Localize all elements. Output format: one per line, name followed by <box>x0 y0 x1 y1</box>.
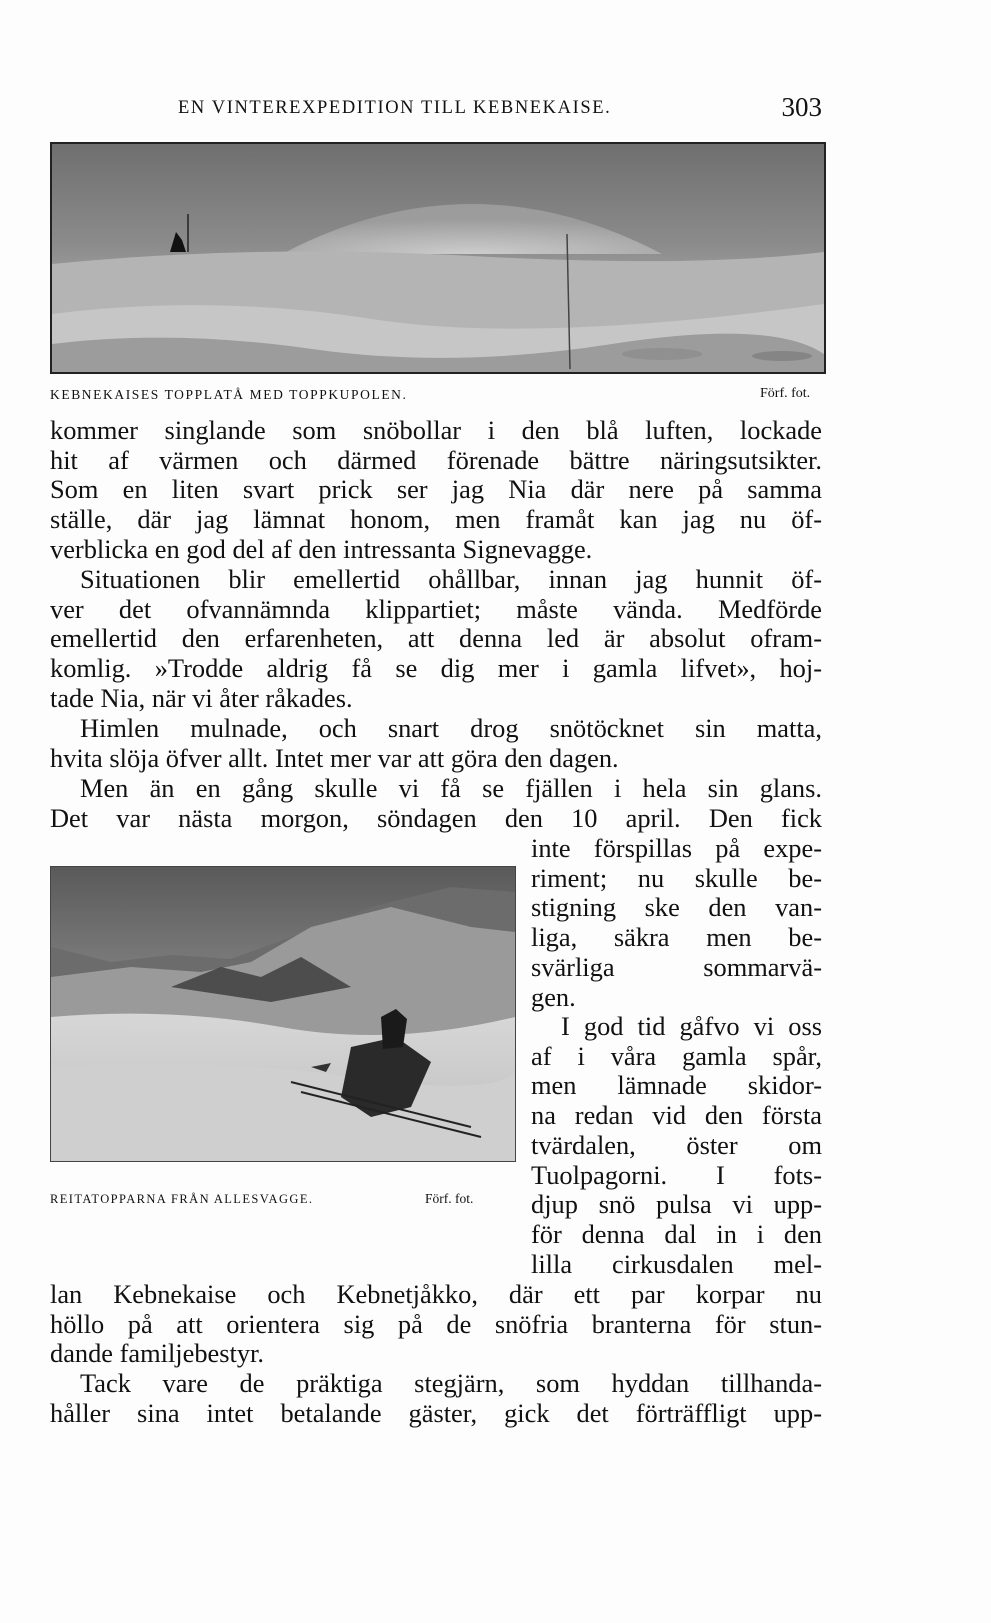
photo-reitatopparna <box>50 866 516 1162</box>
text-line: höllo på att orientera sig på de snöfria branterna för stun- <box>50 1308 822 1339</box>
text-line: tvärdalen, öster om <box>531 1129 822 1160</box>
text-line: Som en liten svart prick ser jag Nia där nere på samma <box>50 474 822 505</box>
paragraph <box>50 714 822 773</box>
running-title: EN VINTEREXPEDITION TILL KEBNEKAISE. <box>178 98 612 118</box>
text-line: verblicka en god del af den intressanta Signevagge. <box>50 533 593 564</box>
text-line: håller sina intet betalande gäster, gick det förträffligt upp- <box>50 1397 822 1428</box>
page-header <box>52 92 822 132</box>
figure-caption: REITATOPPARNA FRÅN ALLESVAGGE. <box>50 1192 314 1206</box>
text-line: Men än en gång skulle vi få se fjällen i hela sin glans. <box>80 773 822 803</box>
text-line: I god tid gåfvo vi oss <box>561 1011 822 1041</box>
text-line: tade Nia, när vi åter råkades. <box>50 682 353 713</box>
text-line: Det var nästa morgon, söndagen den 10 april. Den fick <box>50 802 822 833</box>
text-line: men lämnade skidor- <box>531 1070 822 1101</box>
text-line: dande familjebestyr. <box>50 1338 264 1369</box>
paragraph <box>50 565 822 714</box>
text-line: gen. <box>531 981 576 1012</box>
text-line: djup snö pulsa vi upp- <box>531 1189 822 1220</box>
text-line: ställe, där jag lämnat honom, men framåt kan jag nu öf- <box>50 504 822 535</box>
text-line: för denna dal in i den <box>531 1218 822 1249</box>
text-line: Tuolpagorni. I fots- <box>531 1159 822 1190</box>
paragraph <box>50 1280 822 1369</box>
figure-caption: KEBNEKAISES TOPPLATÅ MED TOPPKUPOLEN. <box>50 387 408 402</box>
text-line: lilla cirkusdalen mel- <box>531 1248 822 1279</box>
text-line: hvita slöja öfver allt. Intet mer var att göra den dagen. <box>50 742 619 773</box>
text-line: lan Kebnekaise och Kebnetjåkko, där ett par korpar nu <box>50 1279 822 1309</box>
text-line: liga, säkra men be- <box>531 922 822 953</box>
text-line: af i våra gamla spår, <box>531 1040 822 1071</box>
text-line: ver det ofvannämnda klippartiet; måste vända. Medförde <box>50 593 822 624</box>
text-line: hit af värmen och därmed förenade bättre näringsutsikter. <box>50 444 822 475</box>
column-paragraph <box>531 834 822 1012</box>
column-paragraph <box>531 1012 822 1279</box>
text-line: inte förspillas på expe- <box>531 833 822 863</box>
page-number: 303 <box>781 92 822 122</box>
text-line: kommer singlande som snöbollar i den blå luften, lockade <box>50 415 822 445</box>
text-line: komlig. »Trodde aldrig få se dig mer i gamla lifvet», hoj- <box>50 653 822 684</box>
figure-credit: Förf. fot. <box>760 386 811 401</box>
text-line: Situationen blir emellertid ohållbar, innan jag hunnit öf- <box>80 564 822 594</box>
text-line: riment; nu skulle be- <box>531 862 822 893</box>
figure-credit: Förf. fot. <box>425 1191 474 1206</box>
photo-kebnekaise-summit <box>50 142 826 374</box>
text-line: Tack vare de präktiga stegjärn, som hyddan tillhanda- <box>80 1368 822 1398</box>
paragraph <box>50 416 822 565</box>
text-line: stigning ske den van- <box>531 892 822 923</box>
text-line: Himlen mulnade, och snart drog snötöcknet sin matta, <box>80 713 822 743</box>
text-line: svärliga sommarvä- <box>531 951 822 982</box>
text-line: emellertid den erfarenheten, att denna led är absolut ofram- <box>50 623 822 654</box>
paragraph <box>50 1369 822 1428</box>
paragraph <box>50 774 822 833</box>
text-line: na redan vid den första <box>531 1100 822 1131</box>
